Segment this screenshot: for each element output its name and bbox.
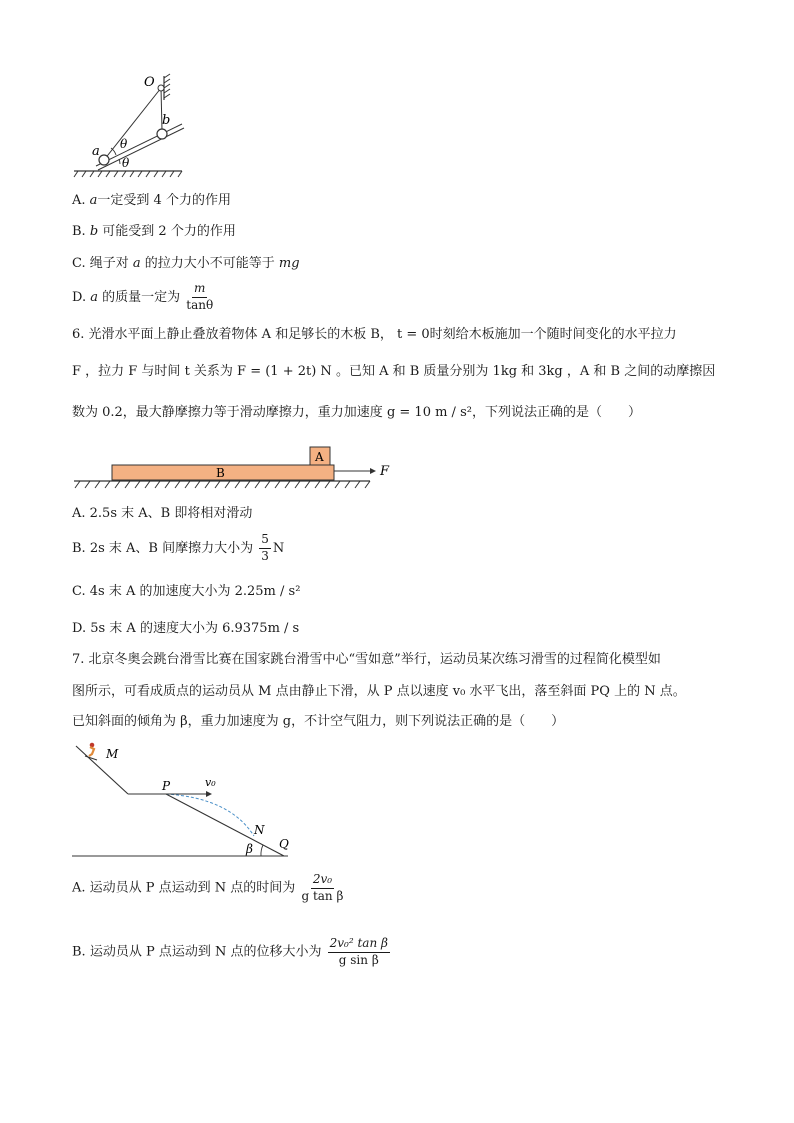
q6-line-2: F ，拉力 F 与时间 t 关系为 F = (1 + 2t) N 。已知 A 和 B 质量分别为 1kg 和 3kg ，A 和 B 之间的动摩擦因: [72, 364, 716, 379]
q7-line-2: 图所示，可看成质点的运动员从 M 点由静止下滑，从 P 点以速度 v₀ 水平飞出，落至斜面 PQ 上的 N 点。: [72, 684, 686, 699]
q5-option-c: C. 绳子对 a 的拉力大小不可能等于 mg: [72, 256, 300, 271]
q7-line-1: 7. 北京冬奥会跳台滑雪比赛在国家跳台滑雪中心“雪如意”举行，运动员某次练习滑雪的过程简化模型如: [72, 652, 661, 667]
label-board-b: B: [216, 466, 225, 480]
q5-option-a: A. a一定受到 4 个力的作用: [72, 193, 231, 208]
figure-ski-jump: [70, 740, 300, 865]
q7-line-3: 已知斜面的倾角为 β，重力加速度为 g，不计空气阻力，则下列说法正确的是（ ）: [72, 714, 565, 729]
q6-option-d: D. 5s 末 A 的速度大小为 6.9375m / s: [72, 621, 300, 636]
q6-option-a: A. 2.5s 末 A、B 即将相对滑动: [72, 506, 253, 521]
label-block-a: A: [315, 450, 324, 464]
label-p: P: [162, 779, 171, 793]
skier-icon: [85, 743, 97, 760]
label-force-f: F: [380, 464, 390, 479]
label-b: b: [162, 113, 171, 128]
label-a: a: [92, 144, 100, 159]
q6-option-c: C. 4s 末 A 的加速度大小为 2.25m / s²: [72, 584, 301, 599]
q6-option-b: B. 2s 末 A、B 间摩擦力大小为 $\frac{5}{3}$ N: [72, 532, 285, 563]
label-v0: v₀: [205, 776, 216, 789]
q5-option-b: B. b 可能受到 2 个力的作用: [72, 224, 236, 239]
label-m: M: [106, 747, 119, 761]
label-beta: β: [246, 842, 253, 856]
fraction: $\frac{m}{\tan\theta}$: [186, 281, 214, 312]
q6-line-3: 数为 0.2，最大静摩擦力等于滑动摩擦力，重力加速度 g = 10 m / s²，下列说法正确的是（ ）: [72, 405, 641, 420]
q6-line-1: 6. 光滑水平面上静止叠放着物体 A 和足够长的木板 B， t = 0时刻给木板施加一个随时间变化的水平拉力: [72, 327, 677, 342]
figure-block-board: [70, 443, 400, 493]
label-n: N: [254, 823, 265, 837]
label-theta-1: θ: [120, 137, 128, 151]
fraction: $\frac{5}{3}$: [261, 532, 269, 563]
q7-option-a: A. 运动员从 P 点运动到 N 点的时间为 $\frac{\text{2v₀}}{\text{g tan β}}$: [72, 872, 344, 903]
label-theta-2: θ: [122, 156, 130, 170]
fraction: $\frac{\text{2v₀}}{\text{g tan β}}$: [301, 872, 344, 903]
figure-rope-rod: [70, 70, 190, 180]
q5-option-d: D. a 的质量一定为 $\frac{m}{\tan\theta}$: [72, 281, 214, 312]
fraction: $\frac{\text{2v₀² tan β}}{\text{g sin β}}$: [329, 936, 388, 967]
label-O: O: [144, 75, 155, 90]
label-q: Q: [279, 837, 289, 851]
q7-option-b: B. 运动员从 P 点运动到 N 点的位移大小为 $\frac{\text{2v₀² tan β}}{\text{g sin β}}$: [72, 936, 388, 967]
